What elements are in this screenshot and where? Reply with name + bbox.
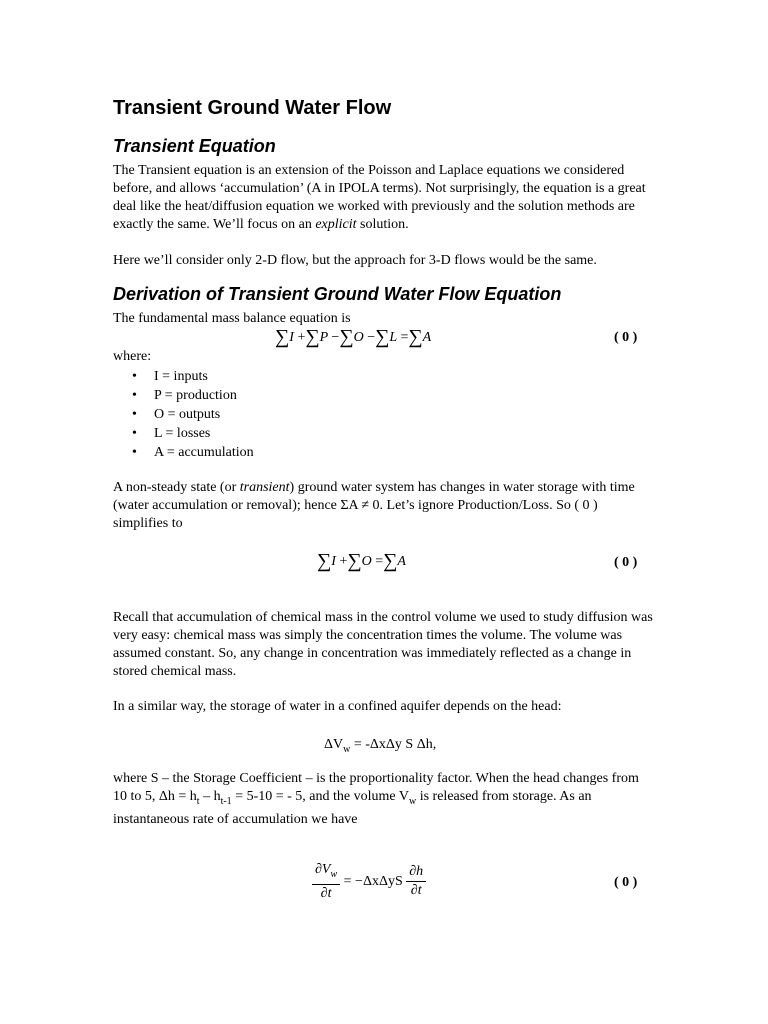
text-run: = 5-10 = - 5, and the volume V (231, 789, 409, 804)
paragraph-storage-coefficient (113, 770, 653, 829)
equation-storage (324, 736, 436, 759)
eq-term: ΔV (324, 737, 344, 752)
eq-term: ∂V (315, 862, 331, 877)
summation-symbol: ∑ (383, 550, 398, 572)
equation-mass-balance (275, 324, 431, 347)
eq-middle (344, 874, 403, 889)
eq-term: A (422, 330, 432, 345)
equation-number: ( 0 ) (614, 555, 638, 570)
eq-term: O (361, 554, 372, 569)
paragraph-non-steady-state (113, 479, 653, 533)
page-title: Transient Ground Water Flow (113, 97, 392, 119)
fraction-left (312, 861, 340, 903)
paragraph-mass-balance-intro: The fundamental mass balance equation is (113, 311, 351, 326)
summation-symbol: ∑ (339, 326, 354, 348)
section-heading-derivation: Derivation of Transient Ground Water Flow Equation (113, 284, 562, 304)
eq-term: = −ΔxΔyS (343, 874, 403, 890)
paragraph-chemical-mass: Recall that accumulation of chemical mass in the control volume we used to study diffusion was very easy: chemical mass was simply the concentration times the volume. The volume was assumed constant. So, any change in concentration was immediately reflected as a change in stored chemical mass. (113, 610, 653, 679)
text-run: ) ground water system has changes in water storage with time (water accumulation or removal); hence ΣA ≠ 0. Let’s ignore Production/Loss. So ( 0 ) simplifies to (113, 480, 635, 531)
summation-symbol: ∑ (275, 326, 290, 348)
text-run: – h (199, 789, 221, 804)
list-item: • P = production (130, 386, 254, 405)
subscript: t (196, 795, 200, 807)
summation-symbol: ∑ (375, 326, 390, 348)
list-item: • A = accumulation (130, 443, 254, 462)
eq-operator: − (331, 330, 340, 345)
paragraph-intro (113, 162, 653, 234)
paragraph-storage-intro: In a similar way, the storage of water in a confined aquifer depends on the head: (113, 699, 562, 714)
text-run: solution. (356, 217, 409, 232)
equation-rate-of-accumulation (312, 861, 426, 903)
fraction-denominator: ∂t (320, 885, 332, 901)
list-item: • O = outputs (130, 405, 254, 424)
italic-text: explicit (315, 217, 357, 232)
section-heading-transient-equation: Transient Equation (113, 136, 276, 156)
eq-term: = -ΔxΔy S Δh, (350, 737, 437, 752)
eq-term: L (389, 330, 397, 345)
summation-symbol: ∑ (305, 326, 320, 348)
eq-operator: − (367, 330, 376, 345)
eq-operator: = (375, 554, 384, 569)
eq-term: I (289, 330, 294, 345)
eq-term: I (331, 554, 336, 569)
eq-operator: = (400, 330, 409, 345)
eq-operator: + (339, 554, 348, 569)
equation-number: ( 0 ) (614, 330, 638, 345)
text-run: A non-steady state (or (113, 480, 240, 495)
ipola-list (130, 367, 254, 462)
fraction-denominator: ∂t (410, 883, 422, 899)
fraction-numerator (312, 861, 340, 885)
eq-term: O (353, 330, 364, 345)
subscript: w (408, 795, 417, 807)
italic-text: transient (239, 480, 290, 495)
eq-subscript: w (343, 743, 351, 755)
paragraph-2d-flow: Here we’ll consider only 2-D flow, but the approach for 3-D flows would be the same. (113, 253, 597, 268)
summation-symbol: ∑ (317, 550, 332, 572)
text-run: The Transient equation is an extension of the Poisson and Laplace equations we considered before, and allows ‘accumulation’ (A in IPOLA terms). Not surprisingly, the equation is a great deal like the heat/diffusion equation we worked with previously and the solution methods are exactly the same. We’ll focus on an (113, 163, 646, 232)
eq-subscript: w (330, 868, 338, 880)
summation-symbol: ∑ (408, 326, 423, 348)
fraction-right (406, 863, 426, 900)
summation-symbol: ∑ (347, 550, 362, 572)
list-item: • L = losses (130, 424, 254, 443)
equation-number: ( 0 ) (614, 875, 638, 890)
eq-term: A (397, 554, 406, 569)
eq-operator: + (297, 330, 306, 345)
text-run: is released from storage. As an instantaneous rate of accumulation we have (113, 789, 592, 827)
equation-simplified-balance (317, 548, 406, 571)
where-label: where: (113, 349, 152, 364)
list-item: • I = inputs (130, 367, 254, 386)
text-run: where S – the Storage Coefficient – is the proportionality factor. When the head changes from 10 to 5, Δh = h (113, 771, 639, 804)
eq-term: P (319, 330, 328, 345)
fraction-numerator: ∂h (406, 863, 426, 882)
subscript: t-1 (220, 795, 232, 807)
